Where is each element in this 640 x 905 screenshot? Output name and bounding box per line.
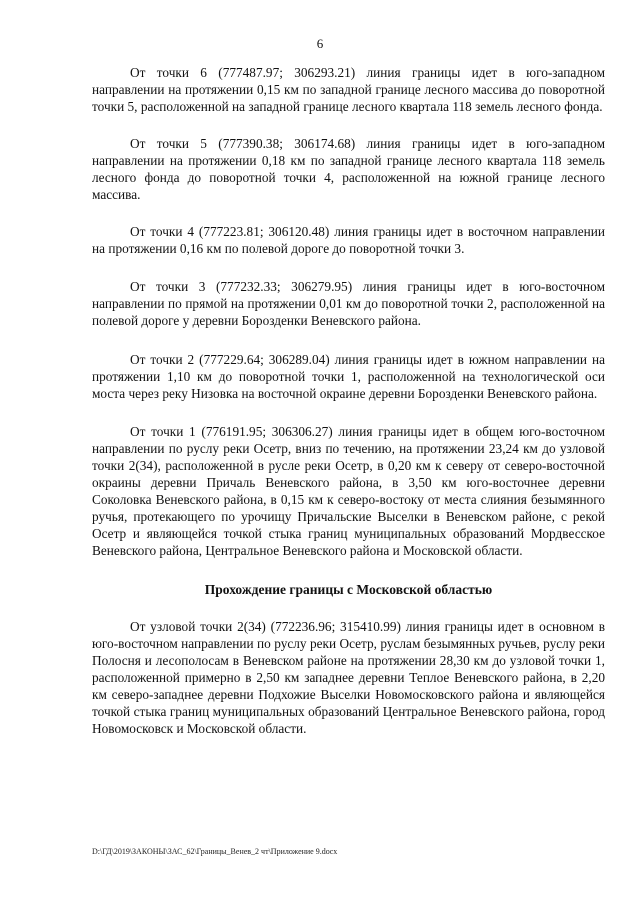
paragraph-point-2: От точки 2 (777229.64; 306289.04) линия границы идет в южном направлении на протяжении 1,10 км до поворотной точки 1, расположенной на технологической оси моста через реку Низовка на восточной окраине деревни Борозденки Веневского района.: [92, 352, 605, 401]
section-heading: Прохождение границы с Московской областью: [204, 582, 493, 597]
page-number: 6: [316, 36, 324, 51]
paragraph-point-1: От точки 1 (776191.95; 306306.27) линия границы идет в общем юго-восточном направлении по руслу реки Осетр, вниз по течению, на протяжении 23,24 км до узловой точки 2(34), расположенной в русле реки Осетр, в 0,20 км к северу от северо-восточной окраины деревни Причаль Веневского района, в 3,50 км юго-восточнее деревни Соколовка Веневского района, в 0,15 км к северо-востоку от места слияния безымянного ручья, протекающего по урочищу Причальские Выселки в Веневском районе, с рекой Осетр и являющейся точкой стыка границ муниципальных образований Мордвесское Веневского района, Центральное Веневского района и Московской области.: [92, 424, 605, 558]
paragraph-point-6: От точки 6 (777487.97; 306293.21) линия границы идет в юго-западном направлении на протяжении 0,15 км по западной границе лесного массива до поворотной точки 5, расположенной на западной границе лесного квартала 118 земель лесного фонда.: [92, 65, 605, 114]
paragraph-point-4: От точки 4 (777223.81; 306120.48) линия границы идет в восточном направлении на протяжении 0,16 км по полевой дороге до поворотной точки 3.: [92, 224, 605, 256]
paragraph-point-5: От точки 5 (777390.38; 306174.68) линия границы идет в юго-западном направлении на протяжении 0,18 км по западной границе лесного квартала 118 земель лесного фонда до поворотной точки 4, расположенной на южной границе лесного массива.: [92, 136, 605, 202]
document-body: [92, 64, 605, 737]
footer-file-path: D:\ГД\2019\ЗАКОНЫ\ЗАС_62\Границы_Венев_2 чт\Приложение 9.docx: [92, 847, 338, 856]
paragraph-moscow-border: От узловой точки 2(34) (772236.96; 315410.99) линия границы идет в основном в юго-восточном направлении по руслу реки Осетр, руслам безымянных ручьев, руслу реки Полосня и лесополосам в Веневском районе на протяжении 28,30 км до узловой точки 1, расположенной примерно в 2,50 км западнее деревни Теплое Веневского района, в 2,20 км северо-западнее деревни Подхожие Выселки Новомосковского района и являющейся точкой стыка границ муниципальных образований Центральное Веневского района, город Новомосковск и Московской области.: [92, 619, 605, 736]
paragraph-point-3: От точки 3 (777232.33; 306279.95) линия границы идет в юго-восточном направлении по прямой на протяжении 0,01 км до поворотной точки 2, расположенной на полевой дороге у деревни Борозденки Веневского района.: [92, 279, 605, 328]
